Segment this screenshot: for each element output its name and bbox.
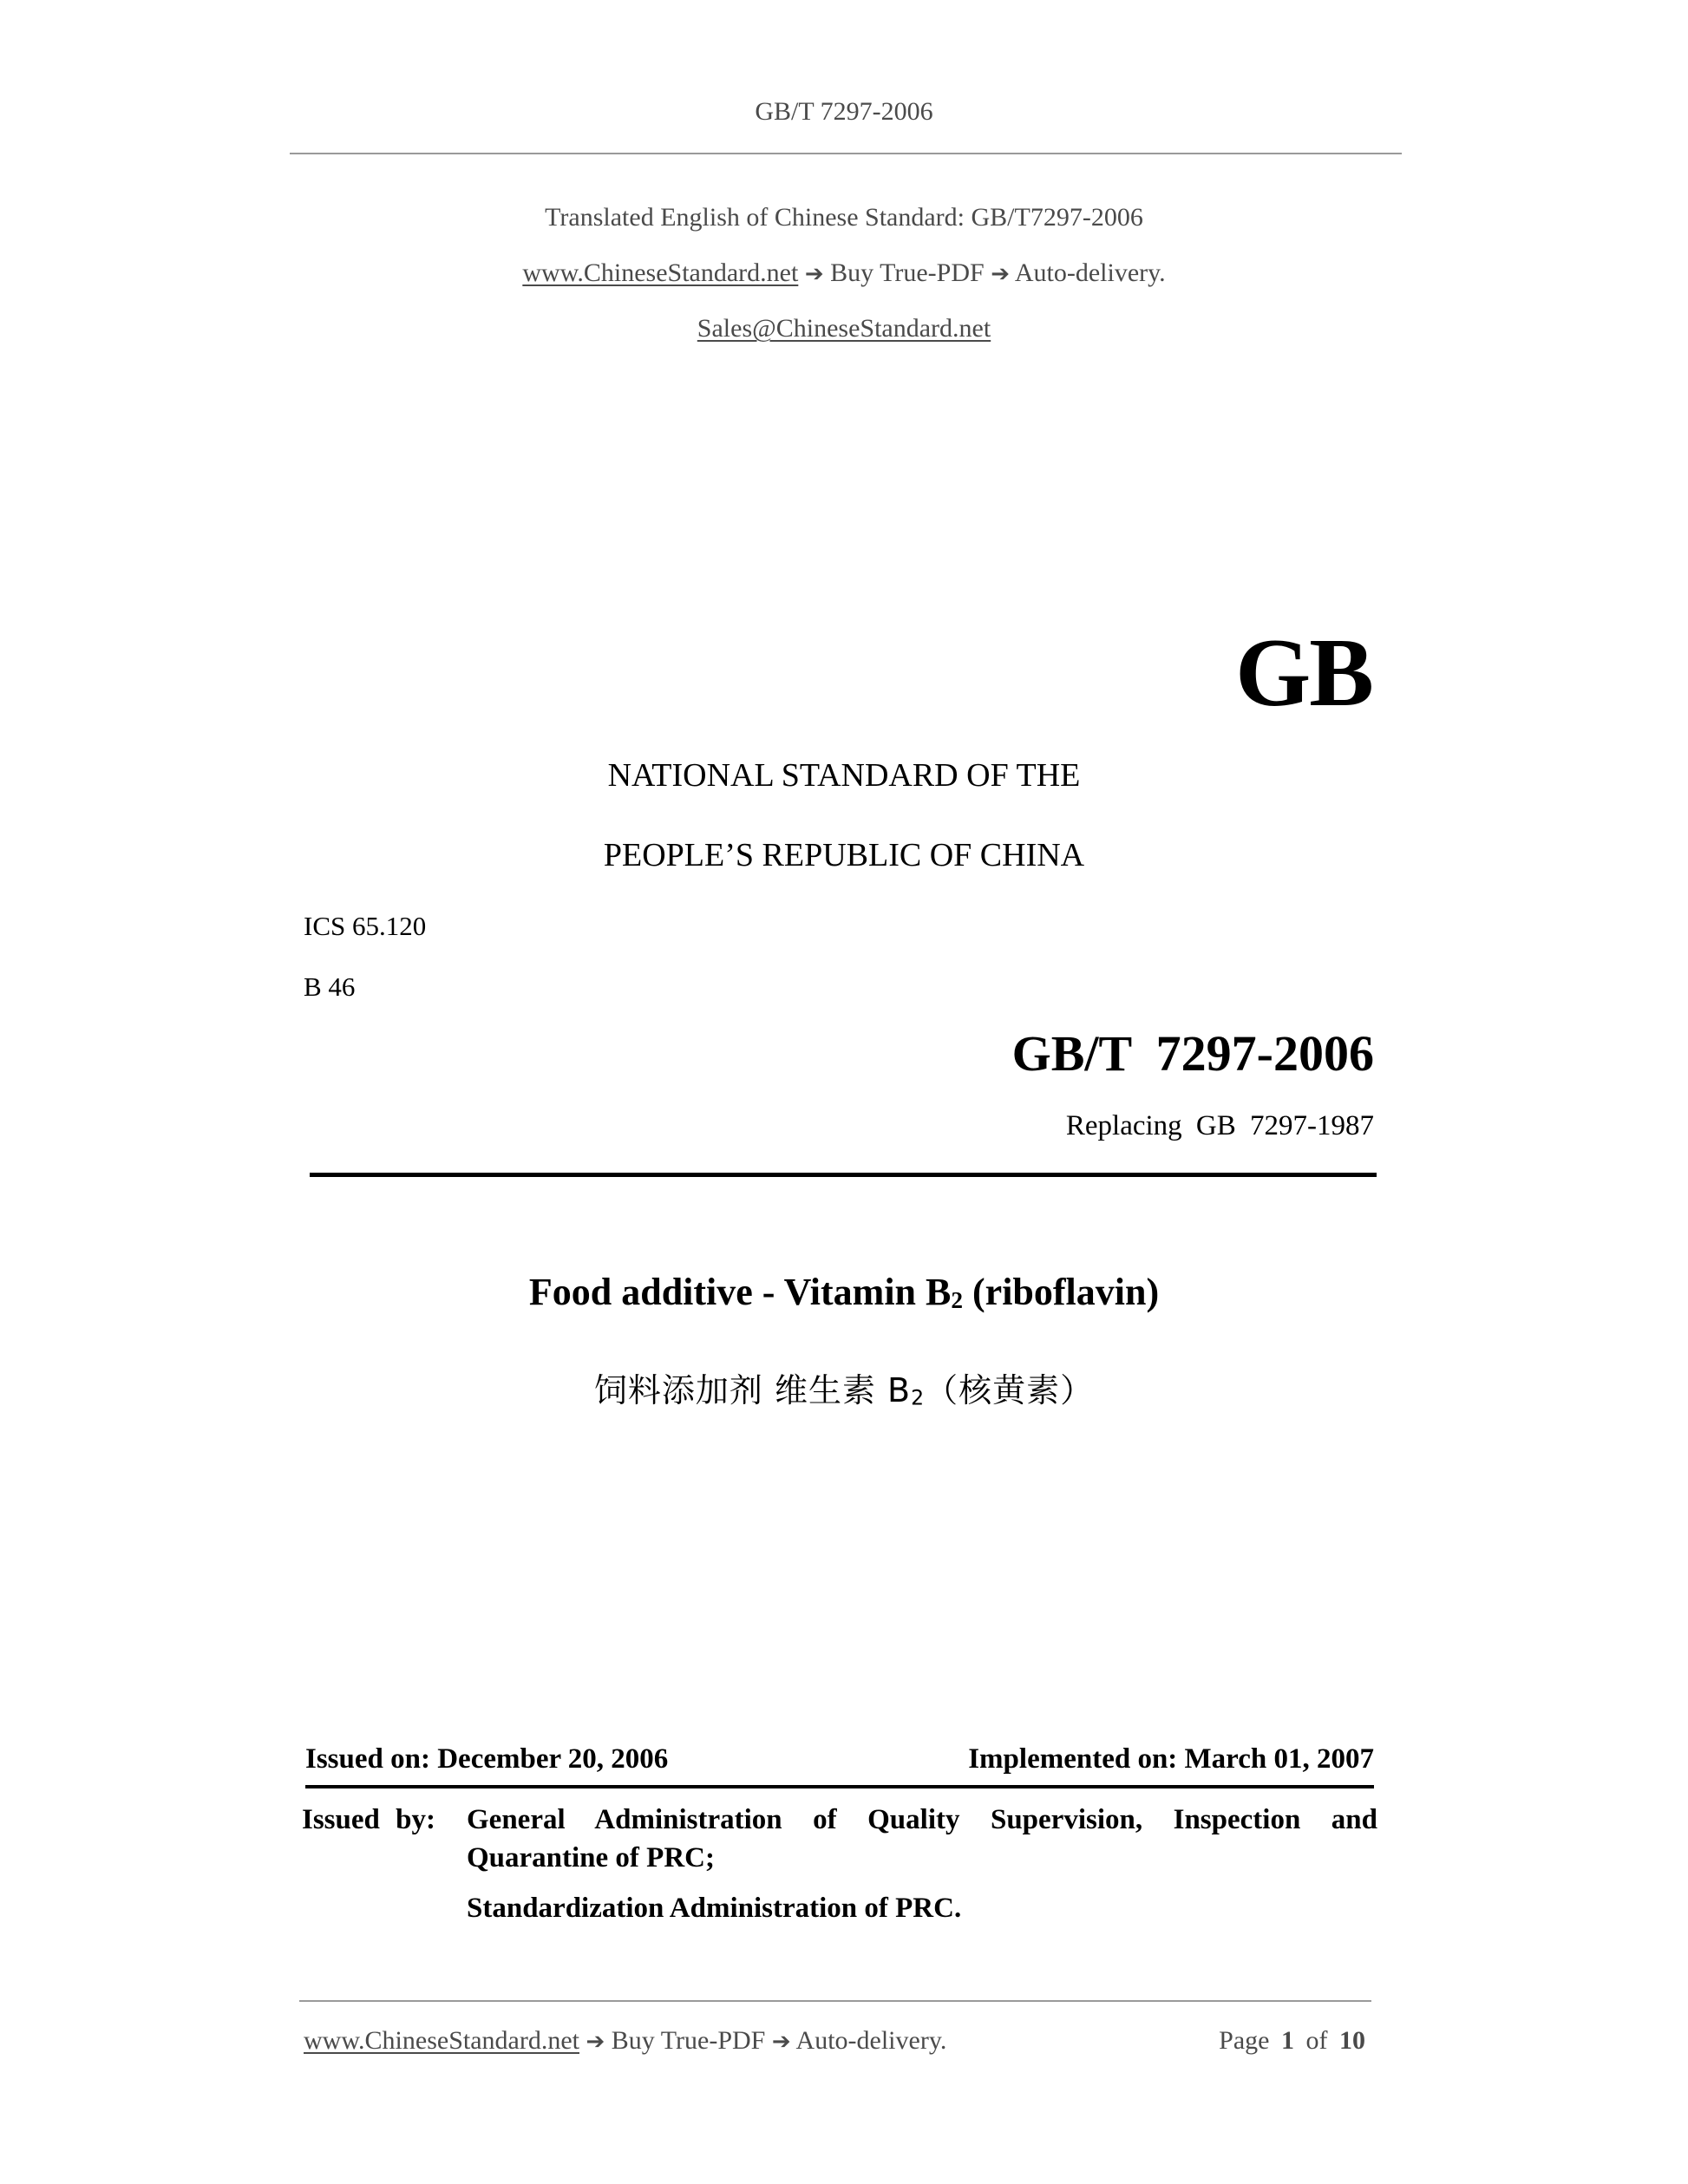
promo-site-line xyxy=(0,258,1688,288)
english-title-suffix: (riboflavin) xyxy=(963,1271,1160,1313)
footer-site-link[interactable]: www.ChineseStandard.net xyxy=(304,2026,579,2055)
implemented-on-date: Implemented on: March 01, 2007 xyxy=(968,1743,1374,1775)
footer-auto-delivery-label: Auto-delivery. xyxy=(795,2026,947,2055)
site-link[interactable]: www.ChineseStandard.net xyxy=(522,258,799,287)
arrow-right-icon: ➔ xyxy=(771,2029,791,2055)
page-indicator xyxy=(1219,2026,1365,2056)
arrow-right-icon: ➔ xyxy=(586,2029,605,2055)
standard-number: GB/T 7297-2006 xyxy=(1011,1025,1374,1082)
page-label: Page xyxy=(1219,2026,1270,2055)
arrow-right-icon: ➔ xyxy=(804,261,824,287)
footer-promo xyxy=(304,2026,946,2056)
issuer-line-1: General Administration of Quality Supervision, Inspection and xyxy=(467,1804,1377,1835)
replacing-standard: Replacing GB 7297-1987 xyxy=(1065,1110,1374,1141)
sales-email-link[interactable]: Sales@ChineseStandard.net xyxy=(697,314,991,343)
national-standard-heading-line-2: PEOPLE’S REPUBLIC OF CHINA xyxy=(603,837,1085,873)
auto-delivery-label: Auto-delivery. xyxy=(1014,258,1166,287)
chinese-title xyxy=(0,1363,1688,1411)
cover-divider xyxy=(310,1173,1377,1177)
chinese-title-subscript: 2 xyxy=(911,1385,926,1410)
english-title xyxy=(0,1270,1688,1314)
ccs-code: B 46 xyxy=(304,971,356,1002)
translated-standard-line: Translated English of Chinese Standard: GB/T7297-2006 xyxy=(545,203,1143,232)
chinese-title-suffix: （核黄素） xyxy=(925,1371,1095,1409)
buy-true-pdf-label: Buy True-PDF xyxy=(830,258,985,287)
national-standard-heading-line-1: NATIONAL STANDARD OF THE xyxy=(607,757,1081,794)
issuer-line-1-continued: Quarantine of PRC; xyxy=(467,1842,715,1873)
issuer-line-2: Standardization Administration of PRC. xyxy=(467,1893,962,1924)
running-header: GB/T 7297-2006 xyxy=(755,97,933,126)
footer-buy-true-pdf-label: Buy True-PDF xyxy=(611,2026,766,2055)
arrow-right-icon: ➔ xyxy=(991,261,1010,287)
issued-by-label: Issued by: xyxy=(302,1804,435,1835)
gb-logo: GB xyxy=(1235,619,1372,727)
english-title-prefix: Food additive - Vitamin B xyxy=(528,1271,952,1313)
footer-divider xyxy=(299,2000,1371,2002)
dates-divider xyxy=(305,1785,1374,1788)
english-title-subscript: 2 xyxy=(951,1287,964,1314)
header-divider xyxy=(290,153,1402,154)
current-page-number: 1 xyxy=(1281,2026,1294,2055)
issued-on-date: Issued on: December 20, 2006 xyxy=(305,1743,669,1775)
total-page-count: 10 xyxy=(1339,2026,1365,2055)
ics-code: ICS 65.120 xyxy=(304,911,427,941)
of-label: of xyxy=(1305,2026,1328,2055)
promo-email-line xyxy=(0,314,1688,343)
chinese-title-prefix: 饲料添加剂 维生素 B xyxy=(593,1371,912,1409)
